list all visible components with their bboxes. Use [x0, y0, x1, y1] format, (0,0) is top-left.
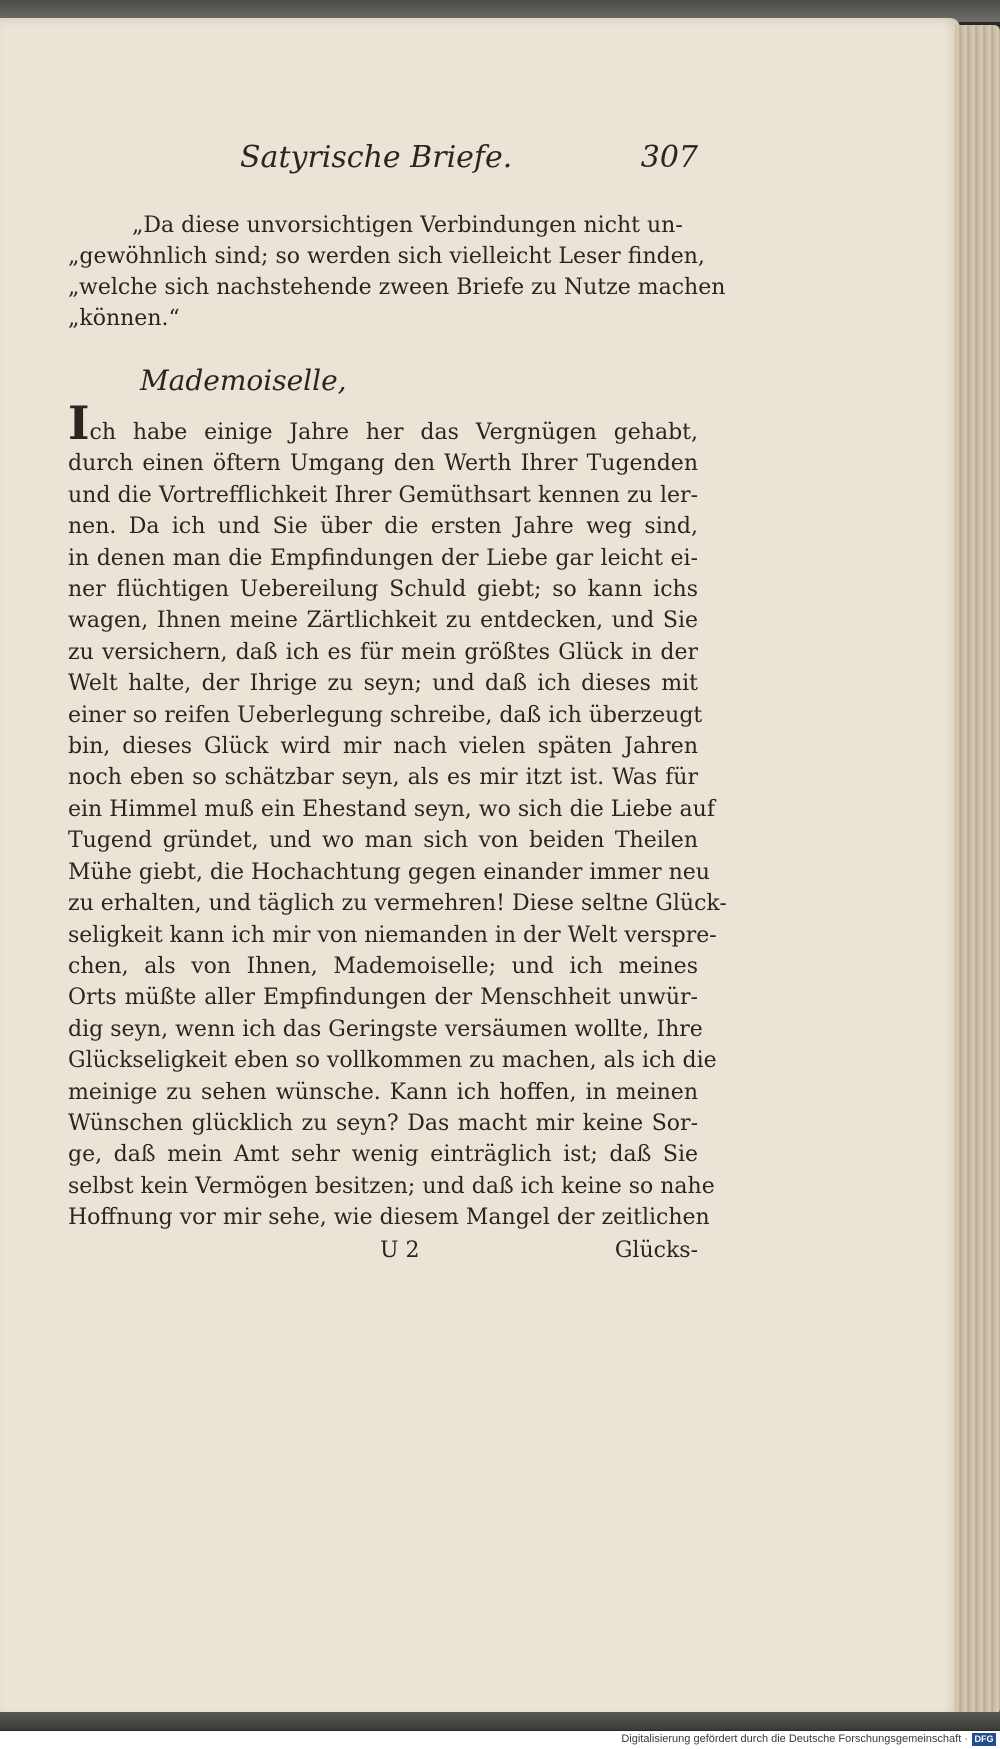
body-line: dig seyn, wenn ich das Geringste versäumen wollte, Ihre — [68, 1016, 703, 1042]
intro-paragraph — [68, 210, 726, 334]
drop-cap: I — [68, 396, 90, 450]
intro-line: „können.“ — [68, 306, 180, 331]
page-text-block — [68, 140, 727, 1270]
body-line: ner flüchtigen Uebereilung Schuld giebt; so kann ichs — [68, 577, 698, 603]
book-bottom-edge — [0, 1712, 1000, 1730]
running-head — [68, 140, 698, 190]
body-line: Glückseligkeit eben so vollkommen zu machen, als ich die — [68, 1048, 717, 1074]
intro-line: „Da diese unvorsichtigen Verbindungen nicht un- — [132, 213, 683, 238]
letter-body — [68, 396, 727, 1234]
body-line: ein Himmel muß ein Ehestand seyn, wo sich die Liebe auf — [68, 796, 715, 822]
body-line: meinige zu sehen wünsche. Kann ich hoffen, in meinen — [68, 1079, 698, 1105]
body-line: seligkeit kann ich mir von niemanden in der Welt verspre- — [68, 922, 717, 948]
body-line: chen, als von Ihnen, Mademoiselle; und ich meines — [68, 953, 698, 979]
body-line: zu erhalten, und täglich zu vermehren! Diese seltne Glück- — [68, 891, 727, 917]
body-line-text: ch habe einige Jahre her das Vergnügen gehabt, — [89, 420, 698, 445]
body-line: noch eben so schätzbar seyn, als es mir itzt ist. Was für — [68, 765, 698, 791]
catchword: Glücks- — [614, 1237, 698, 1263]
body-line: Tugend gründet, und wo man sich von beiden Theilen — [68, 828, 698, 854]
dfg-logo: DFG — [972, 1733, 996, 1746]
body-line: Orts müßte aller Empfindungen der Menschheit unwür- — [68, 985, 698, 1011]
body-line: selbst kein Vermögen besitzen; und daß ich keine so nahe — [68, 1173, 715, 1199]
body-line: ge, daß mein Amt sehr wenig einträglich ist; daß Sie — [68, 1142, 698, 1168]
body-line: Hoffnung vor mir sehe, wie diesem Mangel der zeitlichen — [68, 1205, 710, 1231]
body-line: Mühe giebt, die Hochachtung gegen einander immer neu — [68, 859, 710, 885]
intro-line: „gewöhnlich sind; so werden sich vielleicht Leser finden, — [68, 244, 705, 269]
body-line: nen. Da ich und Sie über die ersten Jahre weg sind, — [68, 514, 698, 540]
body-line: zu versichern, daß ich es für mein größtes Glück in der — [68, 639, 698, 665]
digitization-credit: Digitalisierung gefördert durch die Deutsche Forschungsgemeinschaft · — [621, 1733, 968, 1745]
page-number: 307 — [640, 140, 698, 175]
body-line: durch einen öftern Umgang den Werth Ihrer Tugenden — [68, 451, 698, 477]
body-line: Wünschen glücklich zu seyn? Das macht mir keine Sor- — [68, 1110, 698, 1136]
body-line: wagen, Ihnen meine Zärtlichkeit zu entdecken, und Sie — [68, 608, 698, 634]
page-fore-edge — [955, 25, 1000, 1715]
body-line — [68, 396, 698, 450]
intro-line: „welche sich nachstehende zween Briefe zu Nutze machen — [68, 275, 726, 300]
body-line: Welt halte, der Ihrige zu seyn; und daß ich dieses mit — [68, 671, 698, 697]
body-line: einer so reifen Ueberlegung schreibe, daß ich überzeugt — [68, 702, 703, 728]
body-line: bin, dieses Glück wird mir nach vielen späten Jahren — [68, 734, 698, 760]
signature-mark: U 2 — [380, 1237, 420, 1263]
letter-salutation: Mademoiselle, — [140, 364, 347, 397]
body-line: und die Vortrefflichkeit Ihrer Gemüthsart kennen zu ler- — [68, 482, 698, 508]
page-footer-marks — [68, 1238, 698, 1270]
running-head-title: Satyrische Briefe. — [240, 140, 513, 175]
body-line: in denen man die Empfindungen der Liebe gar leicht ei- — [68, 545, 698, 571]
